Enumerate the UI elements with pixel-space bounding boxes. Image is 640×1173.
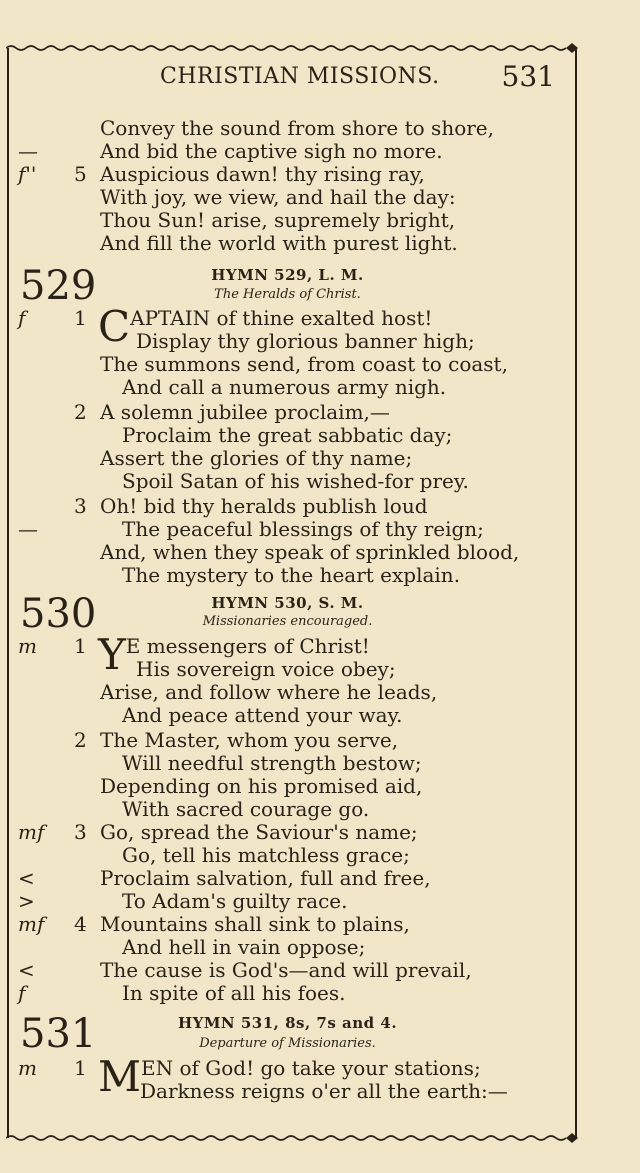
bottom-ornamental-rule xyxy=(6,1132,632,1144)
hymn-subtitle: The Heralds of Christ. xyxy=(214,287,361,302)
line-text: APTAIN of thine exalted host! xyxy=(130,306,433,330)
verse-number: 4 xyxy=(74,912,87,936)
left-border-line xyxy=(7,48,9,1138)
dynamic-mark: < xyxy=(18,866,35,890)
line-text: And call a numerous army nigh. xyxy=(122,375,447,399)
hymn-heading: HYMN 529, L. M. xyxy=(211,266,364,284)
dynamic-mark: > xyxy=(18,889,35,913)
dynamic-mark: < xyxy=(18,958,35,982)
page-number: 531 xyxy=(501,60,555,93)
line-text: Mountains shall sink to plains, xyxy=(100,912,410,936)
verse-number: 2 xyxy=(74,728,87,752)
hymn-heading: HYMN 531, 8s, 7s and 4. xyxy=(177,1014,398,1032)
line-text: Thou Sun! arise, supremely bright, xyxy=(100,208,456,232)
line-text: His sovereign voice obey; xyxy=(136,657,396,681)
line-text: With sacred courage go. xyxy=(122,797,370,821)
page-header xyxy=(10,60,575,100)
line-text: And, when they speak of sprinkled blood, xyxy=(100,540,520,564)
hymn-number: 529 xyxy=(20,263,97,309)
line-text: To Adam's guilty race. xyxy=(122,889,348,913)
drop-cap: C xyxy=(98,302,131,351)
dynamic-mark: f'' xyxy=(18,162,37,186)
hymn-subtitle: Departure of Missionaries. xyxy=(199,1036,376,1051)
hymn-heading: HYMN 530, S. M. xyxy=(211,594,364,612)
verse-number: 3 xyxy=(74,494,87,518)
line-text: Arise, and follow where he leads, xyxy=(100,680,438,704)
dynamic-mark: f xyxy=(18,306,26,330)
hymn-subtitle: Missionaries encouraged. xyxy=(202,614,373,629)
hymn-number: 531 xyxy=(20,1011,97,1057)
line-text: Depending on his promised aid, xyxy=(100,774,423,798)
dynamic-mark: mf xyxy=(18,820,45,844)
dynamic-mark: — xyxy=(18,139,38,163)
line-text: EN of God! go take your stations; xyxy=(141,1056,481,1080)
dynamic-mark: — xyxy=(18,517,38,541)
line-text: And hell in vain oppose; xyxy=(122,935,366,959)
line-text: And peace attend your way. xyxy=(122,703,403,727)
line-text: Assert the glories of thy name; xyxy=(100,446,413,470)
running-title: CHRISTIAN MISSIONS. xyxy=(160,64,440,89)
line-text: The peaceful blessings of thy reign; xyxy=(122,517,484,541)
line-text: Spoil Satan of his wished-for prey. xyxy=(122,469,469,493)
line-text: The cause is God's—and will prevail, xyxy=(100,958,472,982)
line-text: The mystery to the heart explain. xyxy=(122,563,461,587)
line-text: In spite of all his foes. xyxy=(122,981,346,1005)
line-text: Darkness reigns o'er all the earth:— xyxy=(140,1079,508,1103)
verse-number: 5 xyxy=(74,162,87,186)
line-text: E messengers of Christ! xyxy=(125,634,370,658)
line-text: Will needful strength bestow; xyxy=(122,751,422,775)
dynamic-mark: m xyxy=(18,1056,37,1080)
top-ornamental-rule xyxy=(6,42,632,54)
verse-number: 1 xyxy=(74,1056,87,1080)
line-text: Go, tell his matchless grace; xyxy=(122,843,410,867)
right-border-line xyxy=(575,48,577,1138)
line-text: The summons send, from coast to coast, xyxy=(100,352,508,376)
verse-number: 3 xyxy=(74,820,87,844)
dynamic-mark: mf xyxy=(18,912,45,936)
line-text: Go, spread the Saviour's name; xyxy=(100,820,418,844)
line-text: Auspicious dawn! thy rising ray, xyxy=(100,162,425,186)
line-text: Proclaim the great sabbatic day; xyxy=(122,423,453,447)
dynamic-mark: m xyxy=(18,634,37,658)
line-text: The Master, whom you serve, xyxy=(100,728,399,752)
verse-number: 1 xyxy=(74,634,87,658)
line-text: And bid the captive sigh no more. xyxy=(100,139,443,163)
drop-cap: Y xyxy=(98,630,126,679)
line-text: With joy, we view, and hail the day: xyxy=(100,185,456,209)
verse-number: 2 xyxy=(74,400,87,424)
line-text: Oh! bid thy heralds publish loud xyxy=(100,494,428,518)
verse-number: 1 xyxy=(74,306,87,330)
line-text: And fill the world with purest light. xyxy=(100,231,458,255)
dynamic-mark: f xyxy=(18,981,26,1005)
drop-cap: M xyxy=(98,1052,142,1101)
line-text: Proclaim salvation, full and free, xyxy=(100,866,431,890)
line-text: A solemn jubilee proclaim,— xyxy=(100,400,390,424)
line-text: Display thy glorious banner high; xyxy=(136,329,475,353)
line-text: Convey the sound from shore to shore, xyxy=(100,116,494,140)
hymn-number: 530 xyxy=(20,591,97,637)
